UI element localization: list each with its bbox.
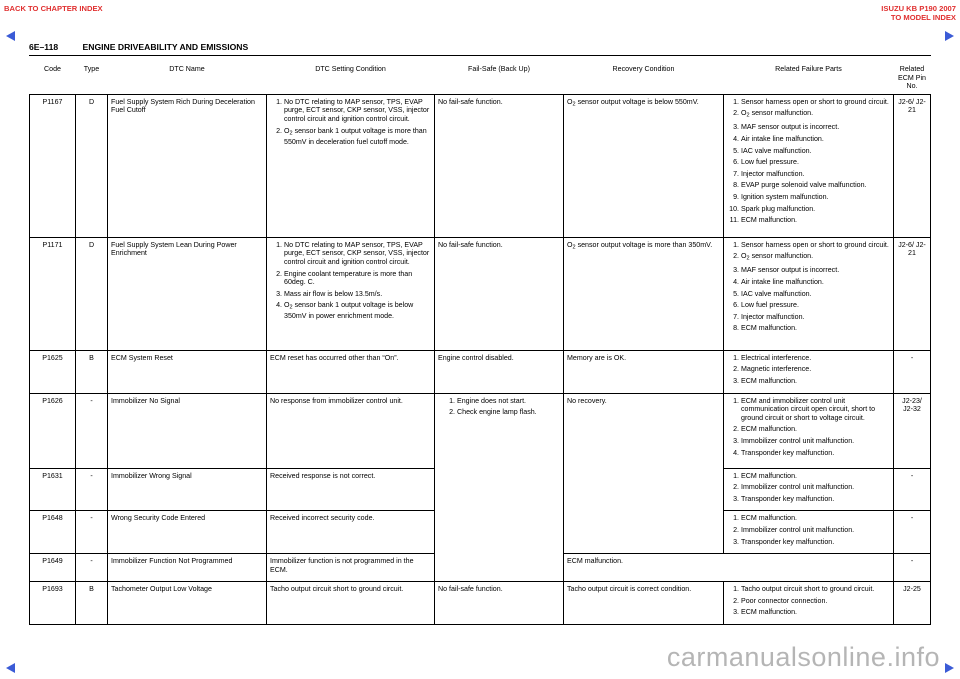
failsafe-cell: No fail-safe function. bbox=[435, 582, 564, 625]
type-cell: - bbox=[76, 468, 108, 511]
ecm-pin-cell: - bbox=[894, 468, 931, 511]
table-header-row bbox=[30, 63, 931, 94]
code-cell: P1631 bbox=[30, 468, 76, 511]
column-header: DTC Setting Condition bbox=[267, 63, 435, 94]
list-item bbox=[270, 290, 431, 299]
list-text: Air intake line malfunction. bbox=[741, 278, 824, 287]
list-number: 8. bbox=[733, 181, 739, 190]
list-text: ECM malfunction. bbox=[741, 376, 797, 385]
code-cell: P1649 bbox=[30, 554, 76, 582]
dtc-name-cell: Immobilizer Wrong Signal bbox=[108, 468, 267, 511]
list-text: Engine does not start. bbox=[457, 396, 527, 405]
list-number: 4. bbox=[733, 135, 739, 144]
list-text: EVAP purge solenoid valve malfunction. bbox=[741, 181, 867, 190]
table-row bbox=[30, 350, 931, 393]
arrow-left-icon[interactable] bbox=[6, 31, 15, 41]
ecm-pin-cell: J2-25 bbox=[894, 582, 931, 625]
code-cell: P1626 bbox=[30, 393, 76, 468]
list-item bbox=[727, 252, 890, 263]
column-header: Related Failure Parts bbox=[724, 63, 894, 94]
dtc-name-cell: Fuel Supply System Rich During Deceleration Fuel Cutoff bbox=[108, 94, 267, 237]
list-number: 4. bbox=[276, 301, 282, 310]
type-cell: B bbox=[76, 350, 108, 393]
ecm-pin-cell: J2-6/ J2-21 bbox=[894, 237, 931, 350]
list-number: 2. bbox=[733, 596, 739, 605]
model-title-link[interactable]: ISUZU KB P190 2007 bbox=[881, 4, 956, 13]
failsafe-cell: Engine control disabled. bbox=[435, 350, 564, 393]
page-number: 6E–118 bbox=[29, 42, 59, 52]
list-text: ECM malfunction. bbox=[741, 471, 797, 480]
list-item bbox=[727, 585, 890, 594]
list-item bbox=[727, 354, 890, 363]
list-item bbox=[727, 135, 890, 144]
list-number: 10. bbox=[729, 204, 739, 213]
list-item bbox=[727, 301, 890, 310]
list-number: 2. bbox=[733, 525, 739, 534]
related-parts-cell bbox=[724, 237, 894, 350]
list-item bbox=[727, 538, 890, 547]
type-cell: - bbox=[76, 554, 108, 582]
list-number: 1. bbox=[733, 240, 739, 249]
list-number: 3. bbox=[733, 266, 739, 275]
list-number: 1. bbox=[733, 396, 739, 405]
recovery-cell: $O_2$ sensor output voltage is below 550mV. bbox=[564, 94, 724, 237]
list-number: 2. bbox=[276, 126, 282, 135]
list-item bbox=[727, 98, 890, 107]
list-text: Transponder key malfunction. bbox=[741, 537, 835, 546]
failsafe-cell bbox=[435, 393, 564, 582]
list-item bbox=[270, 241, 431, 267]
list-text: Engine coolant temperature is more than 60deg. C. bbox=[284, 269, 413, 287]
code-cell: P1693 bbox=[30, 582, 76, 625]
code-cell: P1625 bbox=[30, 350, 76, 393]
type-cell: D bbox=[76, 94, 108, 237]
list-item bbox=[727, 158, 890, 167]
ecm-pin-cell: - bbox=[894, 350, 931, 393]
setting-condition-cell bbox=[267, 94, 435, 237]
list-number: 3. bbox=[733, 494, 739, 503]
column-header: Recovery Condition bbox=[564, 63, 724, 94]
list-number: 3. bbox=[733, 608, 739, 617]
column-header: DTC Name bbox=[108, 63, 267, 94]
setting-condition-cell: Immobilizer function is not programmed in the ECM. bbox=[267, 554, 435, 582]
list-text: MAF sensor output is incorrect. bbox=[741, 266, 840, 275]
list-number: 1. bbox=[733, 353, 739, 362]
code-cell: P1167 bbox=[30, 94, 76, 237]
list-item bbox=[727, 495, 890, 504]
list-text: Injector malfunction. bbox=[741, 312, 805, 321]
numbered-list bbox=[270, 241, 431, 321]
list-number: 1. bbox=[276, 240, 282, 249]
list-text: ECM and immobilizer control unit communication circuit open circuit, short to ground circuit or short to voltage circuit. bbox=[741, 396, 876, 422]
list-text: Immobilizer control unit malfunction. bbox=[741, 525, 855, 534]
header-rule bbox=[29, 55, 931, 56]
list-text: Sensor harness open or short to ground circuit. bbox=[741, 240, 889, 249]
list-text: Low fuel pressure. bbox=[741, 158, 799, 167]
dtc-name-cell: Immobilizer Function Not Programmed bbox=[108, 554, 267, 582]
numbered-list bbox=[727, 354, 890, 386]
list-number: 2. bbox=[276, 269, 282, 278]
related-parts-cell bbox=[724, 350, 894, 393]
list-number: 1. bbox=[733, 97, 739, 106]
ecm-pin-cell: - bbox=[894, 554, 931, 582]
table-row bbox=[30, 237, 931, 350]
list-item bbox=[727, 526, 890, 535]
list-item bbox=[727, 266, 890, 275]
list-item bbox=[727, 597, 890, 606]
list-item bbox=[727, 241, 890, 250]
list-item bbox=[727, 290, 890, 299]
list-text: ECM malfunction. bbox=[741, 324, 797, 333]
numbered-list bbox=[727, 397, 890, 458]
list-number: 3. bbox=[276, 289, 282, 298]
list-item bbox=[270, 301, 431, 321]
failsafe-cell: No fail-safe function. bbox=[435, 94, 564, 237]
setting-condition-cell bbox=[267, 237, 435, 350]
list-number: 1. bbox=[449, 396, 455, 405]
code-cell: P1648 bbox=[30, 511, 76, 554]
back-to-chapter-link[interactable]: BACK TO CHAPTER INDEX bbox=[4, 4, 103, 13]
related-parts-cell bbox=[724, 511, 894, 554]
list-text: Electrical interference. bbox=[741, 353, 812, 362]
list-item bbox=[727, 109, 890, 120]
list-item bbox=[727, 425, 890, 434]
list-item bbox=[727, 170, 890, 179]
numbered-list bbox=[727, 514, 890, 546]
related-parts-cell bbox=[724, 582, 894, 625]
dtc-name-cell: Tachometer Output Low Voltage bbox=[108, 582, 267, 625]
list-text: Transponder key malfunction. bbox=[741, 448, 835, 457]
watermark: carmanualsonline.info bbox=[666, 642, 940, 672]
list-text: Spark plug malfunction. bbox=[741, 204, 816, 213]
column-header: Fail-Safe (Back Up) bbox=[435, 63, 564, 94]
list-number: 8. bbox=[733, 324, 739, 333]
numbered-list bbox=[727, 472, 890, 504]
list-number: 5. bbox=[733, 146, 739, 155]
list-number: 1. bbox=[733, 514, 739, 523]
list-item bbox=[727, 147, 890, 156]
list-number: 4. bbox=[733, 448, 739, 457]
list-text: Immobilizer control unit malfunction. bbox=[741, 483, 855, 492]
list-number: 1. bbox=[733, 585, 739, 594]
type-cell: - bbox=[76, 393, 108, 468]
dtc-name-cell: ECM System Reset bbox=[108, 350, 267, 393]
list-number: 6. bbox=[733, 158, 739, 167]
list-number: 1. bbox=[733, 471, 739, 480]
list-number: 2. bbox=[733, 425, 739, 434]
section-title: ENGINE DRIVEABILITY AND EMISSIONS bbox=[82, 42, 249, 52]
list-number: 5. bbox=[733, 289, 739, 298]
related-parts-cell bbox=[724, 468, 894, 511]
list-text: Air intake line malfunction. bbox=[741, 135, 824, 144]
list-item bbox=[270, 98, 431, 124]
table-row bbox=[30, 94, 931, 237]
code-cell: P1171 bbox=[30, 237, 76, 350]
list-number: 6. bbox=[733, 301, 739, 310]
ecm-pin-cell: J2-6/ J2-21 bbox=[894, 94, 931, 237]
list-text: Magnetic interference. bbox=[741, 365, 812, 374]
table-row bbox=[30, 393, 931, 468]
list-text: Sensor harness open or short to ground circuit. bbox=[741, 97, 889, 106]
list-text: Immobilizer control unit malfunction. bbox=[741, 436, 855, 445]
setting-condition-cell: Received incorrect security code. bbox=[267, 511, 435, 554]
list-item bbox=[727, 123, 890, 132]
type-cell: B bbox=[76, 582, 108, 625]
ecm-pin-cell: - bbox=[894, 511, 931, 554]
list-item bbox=[443, 397, 560, 406]
list-text: IAC valve malfunction. bbox=[741, 146, 812, 155]
arrow-right-icon[interactable] bbox=[945, 663, 954, 673]
list-number: 3. bbox=[733, 436, 739, 445]
list-text: $O_2$ sensor bank 1 output voltage is below 350mV in power enrichment mode. bbox=[284, 301, 414, 321]
list-number: 2. bbox=[733, 252, 739, 261]
type-cell: - bbox=[76, 511, 108, 554]
list-number: 2. bbox=[733, 109, 739, 118]
column-header: Type bbox=[76, 63, 108, 94]
list-text: ECM malfunction. bbox=[741, 514, 797, 523]
list-text: No DTC relating to MAP sensor, TPS, EVAP purge, ECT sensor, CKP sensor, VSS, injector control circuit and ignition control circuit. bbox=[284, 240, 430, 266]
list-item bbox=[727, 365, 890, 374]
list-number: 3. bbox=[733, 376, 739, 385]
list-number: 7. bbox=[733, 312, 739, 321]
column-header: Related ECM Pin No. bbox=[894, 63, 931, 94]
list-item bbox=[727, 472, 890, 481]
list-text: ECM malfunction. bbox=[741, 216, 797, 225]
list-item bbox=[727, 437, 890, 446]
numbered-list bbox=[727, 98, 890, 225]
list-text: Poor connector connection. bbox=[741, 596, 828, 605]
back-to-model-link[interactable]: TO MODEL INDEX bbox=[890, 13, 956, 22]
related-parts-cell bbox=[724, 94, 894, 237]
list-number: 2. bbox=[733, 365, 739, 374]
list-item bbox=[727, 377, 890, 386]
dtc-name-cell: Immobilizer No Signal bbox=[108, 393, 267, 468]
numbered-list bbox=[727, 241, 890, 333]
list-number: 9. bbox=[733, 193, 739, 202]
list-text: No DTC relating to MAP sensor, TPS, EVAP purge, ECT sensor, CKP sensor, VSS, injector control circuit and ignition control circuit. bbox=[284, 97, 430, 123]
list-text: ECM malfunction. bbox=[741, 608, 797, 617]
list-item bbox=[270, 270, 431, 287]
list-item bbox=[727, 193, 890, 202]
list-item bbox=[727, 278, 890, 287]
arrow-left-icon[interactable] bbox=[6, 663, 15, 673]
list-item bbox=[727, 324, 890, 333]
list-item bbox=[727, 449, 890, 458]
column-header: Code bbox=[30, 63, 76, 94]
list-item bbox=[727, 313, 890, 322]
list-text: Mass air flow is below 13.5m/s. bbox=[284, 289, 383, 298]
list-text: Transponder key malfunction. bbox=[741, 494, 835, 503]
list-item bbox=[727, 514, 890, 523]
numbered-list bbox=[443, 397, 560, 417]
recovery-cell: No recovery. bbox=[564, 393, 724, 554]
list-item bbox=[443, 408, 560, 417]
list-number: 4. bbox=[733, 278, 739, 287]
list-number: 7. bbox=[733, 169, 739, 178]
list-text: $O_2$ sensor malfunction. bbox=[741, 252, 814, 262]
dtc-name-cell: Fuel Supply System Lean During Power Enrichment bbox=[108, 237, 267, 350]
numbered-list bbox=[270, 98, 431, 146]
recovery-cell: $O_2$ sensor output voltage is more than 350mV. bbox=[564, 237, 724, 350]
related-parts-cell: ECM malfunction. bbox=[564, 554, 894, 582]
arrow-right-icon[interactable] bbox=[945, 31, 954, 41]
list-item bbox=[727, 216, 890, 225]
list-number: 3. bbox=[733, 537, 739, 546]
list-text: $O_2$ sensor malfunction. bbox=[741, 109, 814, 119]
dtc-name-cell: Wrong Security Code Entered bbox=[108, 511, 267, 554]
list-item bbox=[270, 127, 431, 147]
setting-condition-cell: Received response is not correct. bbox=[267, 468, 435, 511]
list-number: 2. bbox=[449, 408, 455, 417]
related-parts-cell bbox=[724, 393, 894, 468]
type-cell: D bbox=[76, 237, 108, 350]
list-number: 1. bbox=[276, 97, 282, 106]
setting-condition-cell: Tacho output circuit short to ground circuit. bbox=[267, 582, 435, 625]
list-text: Tacho output circuit short to ground circuit. bbox=[741, 585, 875, 594]
setting-condition-cell: ECM reset has occurred other than “On”. bbox=[267, 350, 435, 393]
list-number: 2. bbox=[733, 483, 739, 492]
page-header bbox=[29, 42, 248, 52]
list-text: MAF sensor output is incorrect. bbox=[741, 123, 840, 132]
list-item bbox=[727, 181, 890, 190]
list-number: 3. bbox=[733, 123, 739, 132]
list-text: $O_2$ sensor bank 1 output voltage is more than 550mV in deceleration fuel cutoff mode. bbox=[284, 126, 427, 146]
model-index-nav[interactable] bbox=[881, 4, 956, 22]
list-text: IAC valve malfunction. bbox=[741, 289, 812, 298]
dtc-table bbox=[29, 63, 931, 625]
recovery-cell: Memory are is OK. bbox=[564, 350, 724, 393]
recovery-cell: Tacho output circuit is correct condition. bbox=[564, 582, 724, 625]
list-item bbox=[727, 205, 890, 214]
failsafe-cell: No fail-safe function. bbox=[435, 237, 564, 350]
list-item bbox=[727, 483, 890, 492]
ecm-pin-cell: J2-23/ J2-32 bbox=[894, 393, 931, 468]
numbered-list bbox=[727, 585, 890, 617]
setting-condition-cell: No response from immobilizer control unit. bbox=[267, 393, 435, 468]
list-item bbox=[727, 608, 890, 617]
list-number: 11. bbox=[729, 216, 739, 225]
list-text: Low fuel pressure. bbox=[741, 301, 799, 310]
list-text: Injector malfunction. bbox=[741, 169, 805, 178]
list-text: Check engine lamp flash. bbox=[457, 408, 537, 417]
list-item bbox=[727, 397, 890, 423]
list-text: Ignition system malfunction. bbox=[741, 193, 829, 202]
table-row bbox=[30, 582, 931, 625]
list-text: ECM malfunction. bbox=[741, 425, 797, 434]
